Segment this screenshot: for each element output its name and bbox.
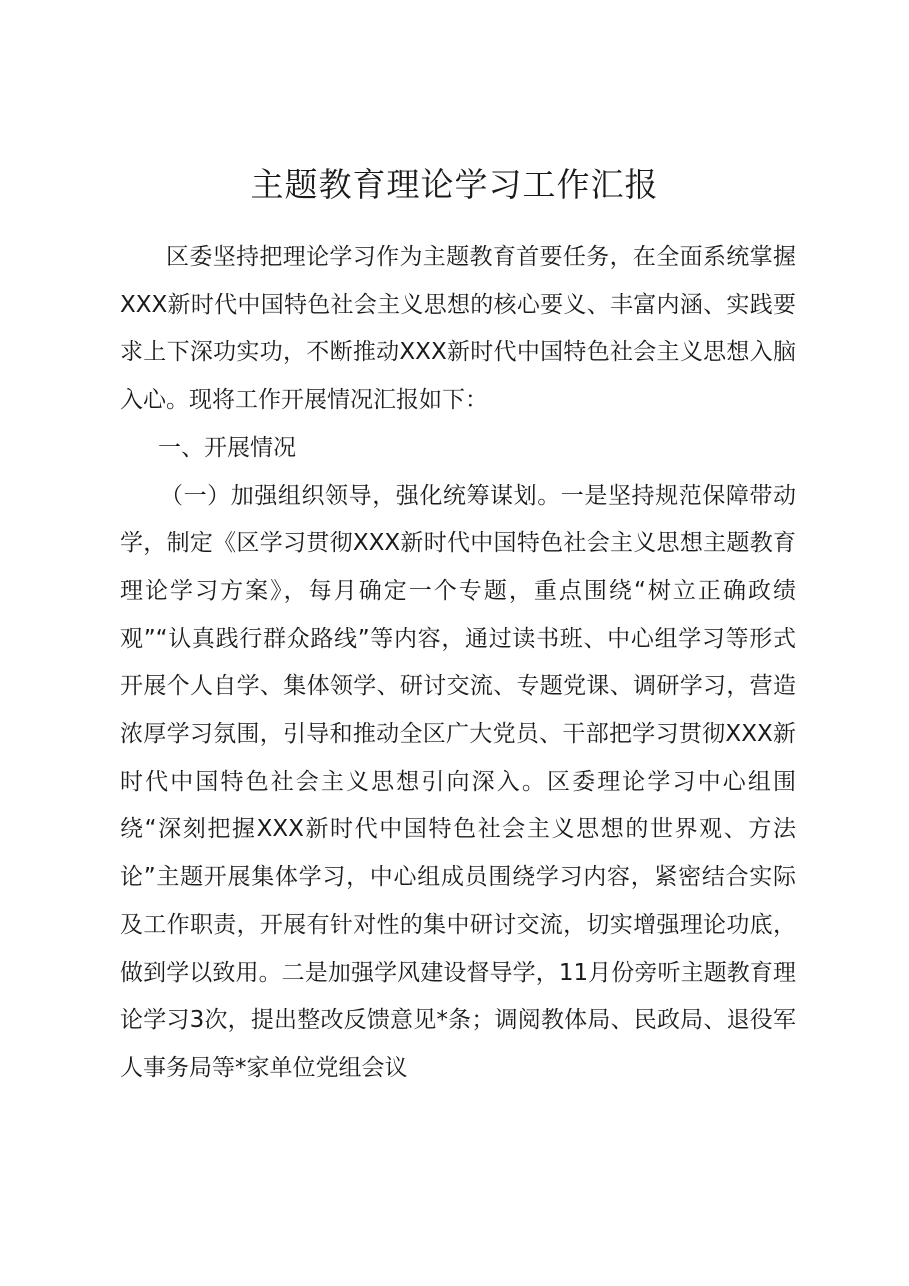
intro-paragraph: 区委坚持把理论学习作为主题教育首要任务，在全面系统掌握XXX新时代中国特色社会主义思想的核心要义、丰富内涵、实践要求上下深功实功，不断推动XXX新时代中国特色社会主义思想入脑入心。现将工作开展情况汇报如下： [120,244,796,414]
section-heading-overview: 一、开展情况 [158,434,296,461]
subsection-paragraph-organization: （一）加强组织领导，强化统筹谋划。一是坚持规范保障带动学，制定《区学习贯彻XXX新时代中国特色社会主义思想主题教育理论学习方案》，每月确定一个专题，重点围绕“树立正确政绩观”“认真践行群众路线”等内容，通过读书班、中心组学习等形式开展个人自学、集体领学、研讨交流、专题党课、调研学习，营造浓厚学习氛围，引导和推动全区广大党员、干部把学习贯彻XXX新时代中国特色社会主义思想引向深入。区委理论学习中心组围绕“深刻把握XXX新时代中国特色社会主义思想的世界观、方法论”主题开展集体学习，中心组成员围绕学习内容，紧密结合实际及工作职责，开展有针对性的集中研讨交流，切实增强理论功底，做到学以致用。二是加强学风建设督导学，11月份旁听主题教育理论学习3次，提出整改反馈意见*条；调阅教体局、民政局、退役军人事务局等*家单位党组会议 [120,482,796,1081]
document-body [120,234,796,1093]
document-title: 主题教育理论学习工作汇报 [250,165,659,204]
